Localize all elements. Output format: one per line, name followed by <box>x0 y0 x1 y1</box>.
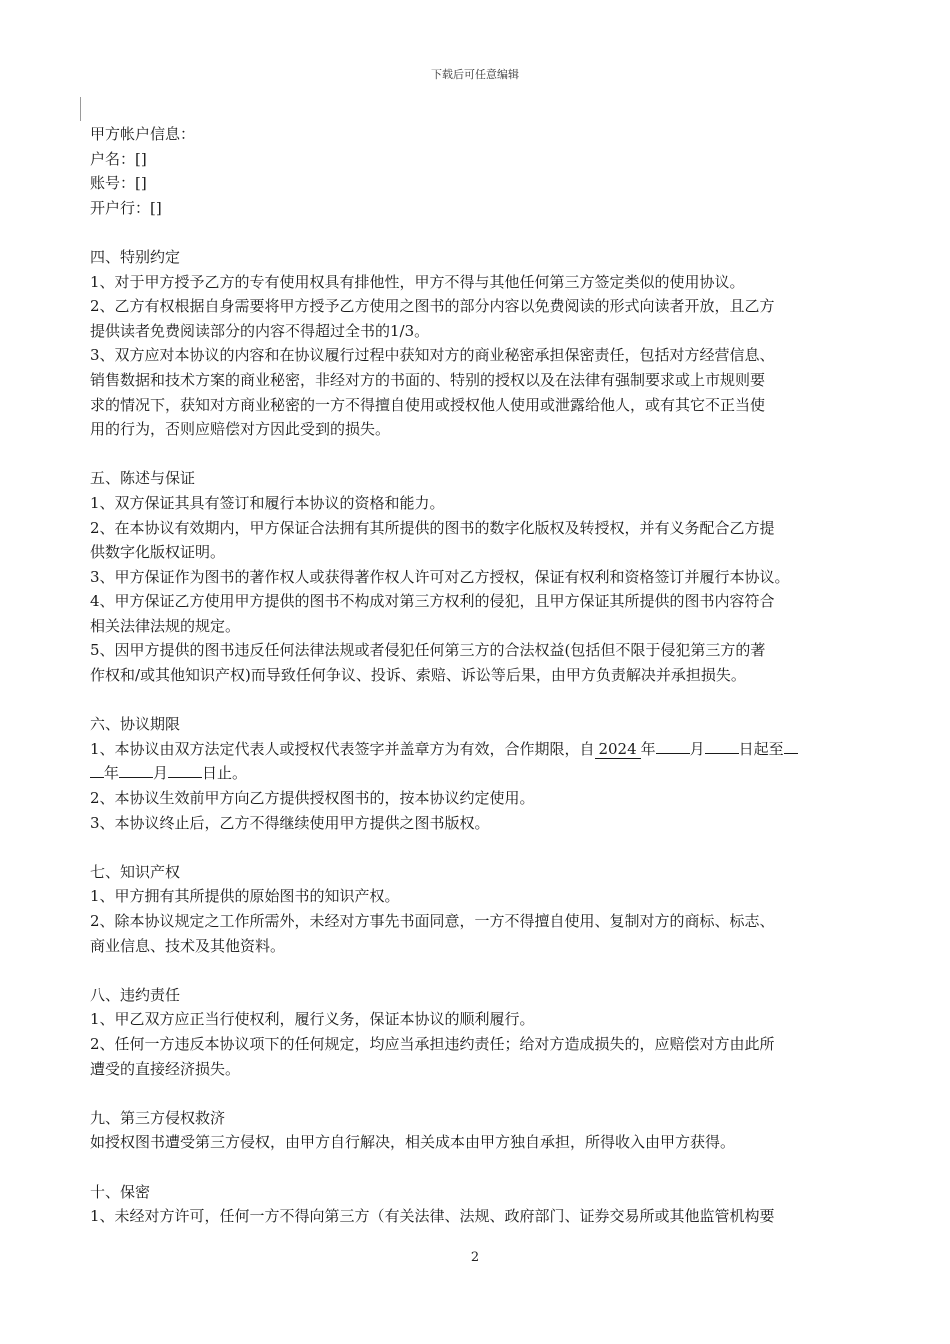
year-unit: 年 <box>640 739 656 758</box>
account-info-title: 甲方帐户信息： <box>90 125 196 143</box>
end-year-blank-cont <box>90 777 104 778</box>
section-heading: 六、协议期限 <box>90 715 181 734</box>
clause-line: 1、未经对方许可，任何一方不得向第三方（有关法律、法规、政府部门、证券交易所或其他监管机构要 <box>90 1207 775 1226</box>
clause-line: 5、因甲方提供的图书违反任何法律法规或者侵犯任何第三方的合法权益(包括但不限于侵犯第三方的著 <box>90 641 766 660</box>
account-number-line: 账号：[] <box>90 174 147 193</box>
clause-line: 求的情况下，获知对方商业秘密的一方不得擅自使用或授权他人使用或泄露给他人，或有其它不正当使 <box>90 395 766 414</box>
section-heading: 七、知识产权 <box>90 862 181 881</box>
clause-line: 提供读者免费阅读部分的内容不得超过全书的1/3。 <box>90 321 430 340</box>
clause-line: 相关法律法规的规定。 <box>90 616 241 635</box>
year-unit: 年 <box>104 764 120 783</box>
paragraph-gap <box>90 220 860 245</box>
term-clause-prefix: 1、本协议由双方法定代表人或授权代表签字并盖章方为有效，合作期限，自 <box>90 739 595 758</box>
month-unit: 月 <box>153 764 169 783</box>
clause-line: 4、甲方保证乙方使用甲方提供的图书不构成对第三方权利的侵犯，且甲方保证其所提供的图书内容符合 <box>90 592 775 611</box>
clause-line: 如授权图书遭受第三方侵权，由甲方自行解决，相关成本由甲方独自承担，所得收入由甲方获得。 <box>90 1133 736 1152</box>
clause-line: 3、本协议终止后，乙方不得继续使用甲方提供之图书版权。 <box>90 813 490 832</box>
clause-line: 供数字化版权证明。 <box>90 543 226 562</box>
section-heading: 九、第三方侵权救济 <box>90 1108 226 1127</box>
clause-line: 2、除本协议规定之工作所需外，未经对方事先书面同意，一方不得擅自使用、复制对方的商标、标志、 <box>90 912 775 930</box>
section-term <box>90 712 860 835</box>
clause-line: 2、任何一方违反本协议项下的任何规定，均应当承担违约责任；给对方造成损失的，应赔偿对方由此所 <box>90 1034 775 1053</box>
section-breach-liability <box>90 983 860 1081</box>
clause-line: 2、在本协议有效期内，甲方保证合法拥有其所提供的图书的数字化版权及转授权，并有义务配合乙方提 <box>90 518 775 537</box>
account-bank-line: 开户行：[] <box>90 198 162 217</box>
paragraph-gap <box>90 442 860 467</box>
paragraph-gap <box>90 958 860 983</box>
section-heading: 八、违约责任 <box>90 985 181 1004</box>
month-unit: 月 <box>689 739 705 758</box>
paragraph-gap <box>90 1155 860 1180</box>
paragraph-gap <box>90 1081 860 1106</box>
account-info <box>90 122 860 220</box>
paragraph-gap <box>90 688 860 713</box>
section-heading: 四、特别约定 <box>90 247 181 266</box>
section-confidentiality <box>90 1180 860 1229</box>
day-from-unit: 日起至 <box>738 739 784 758</box>
clause-line: 1、甲乙双方应正当行使权利，履行义务，保证本协议的顺利履行。 <box>90 1010 535 1029</box>
clause-line: 商业信息、技术及其他资料。 <box>90 936 286 955</box>
paragraph-gap <box>90 835 860 860</box>
start-day-blank <box>705 753 739 754</box>
clause-line: 1、甲方拥有其所提供的原始图书的知识产权。 <box>90 887 400 906</box>
clause-line: 3、双方应对本协议的内容和在协议履行过程中获知对方的商业秘密承担保密责任，包括对方经营信息、 <box>90 346 775 365</box>
end-year-blank-part <box>784 753 798 754</box>
clause-line: 用的行为，否则应赔偿对方因此受到的损失。 <box>90 420 391 439</box>
section-heading: 五、陈述与保证 <box>90 469 196 488</box>
term-clause-line-2 <box>90 761 860 786</box>
section-intellectual-property <box>90 860 860 958</box>
margin-corner-mark <box>80 97 81 121</box>
clause-line: 销售数据和技术方案的商业秘密，非经对方的书面的、特别的授权以及在法律有强制要求或上市规则要 <box>90 370 766 389</box>
section-representations <box>90 466 860 687</box>
section-special-terms <box>90 245 860 442</box>
clause-line: 2、本协议生效前甲方向乙方提供授权图书的，按本协议约定使用。 <box>90 789 535 808</box>
clause-line: 2、乙方有权根据自身需要将甲方授予乙方使用之图书的部分内容以免费阅读的形式向读者开放，且乙方 <box>90 297 775 316</box>
section-heading: 十、保密 <box>90 1182 151 1201</box>
clause-line: 作权和/或其他知识产权)而导致任何争议、投诉、索赔、诉讼等后果，由甲方负责解决并承担损失。 <box>90 666 746 685</box>
clause-line: 1、对于甲方授予乙方的专有使用权具有排他性，甲方不得与其他任何第三方签定类似的使用协议。 <box>90 272 745 291</box>
page-number: 2 <box>470 1250 480 1265</box>
term-clause-line-1 <box>90 737 860 762</box>
account-name-line: 户名：[] <box>90 149 147 168</box>
document-body <box>90 122 860 1229</box>
end-month-blank <box>119 777 153 778</box>
page-header: 下载后可任意编辑 <box>431 68 519 81</box>
start-year-field: 2024 <box>595 740 641 759</box>
start-month-blank <box>656 753 690 754</box>
clause-line: 1、双方保证其具有签订和履行本协议的资格和能力。 <box>90 493 445 512</box>
clause-line: 3、甲方保证作为图书的著作权人或获得著作权人许可对乙方授权，保证有权利和资格签订并履行本协议。 <box>90 567 790 586</box>
clause-line: 遭受的直接经济损失。 <box>90 1059 241 1078</box>
day-end-unit: 日止。 <box>202 764 248 783</box>
section-third-party-infringement <box>90 1106 860 1155</box>
end-day-blank <box>168 777 202 778</box>
